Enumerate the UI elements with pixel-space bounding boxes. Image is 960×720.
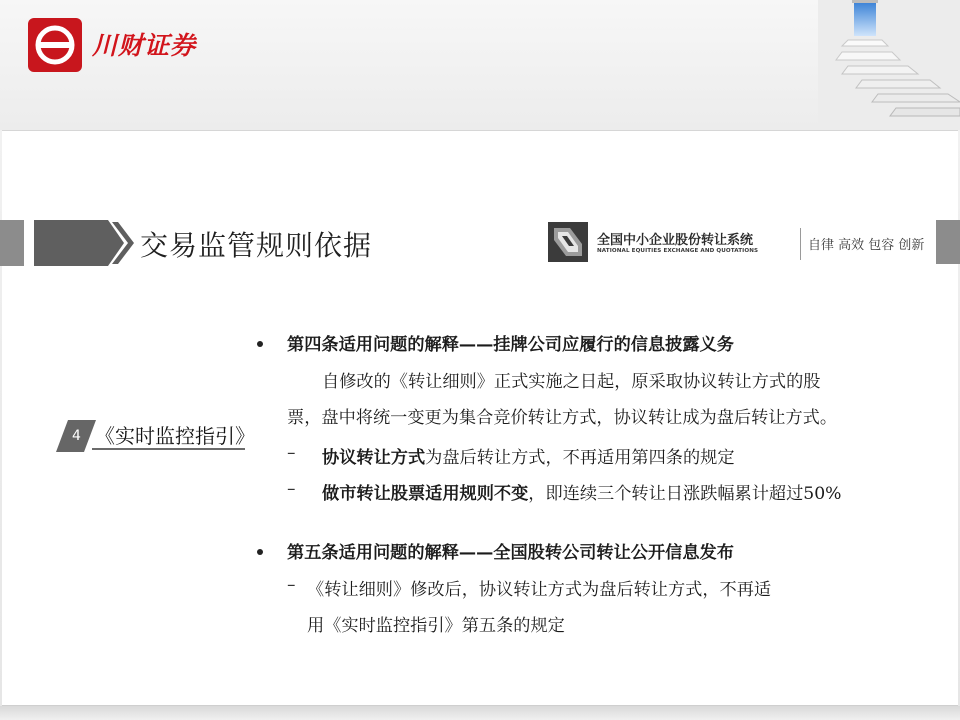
brand-name: 川财证券 [92, 31, 197, 60]
page-title: 交易监管规则依据 [140, 229, 373, 262]
org-divider [800, 228, 801, 260]
brand-logo-icon [33, 23, 77, 67]
footer-band [0, 706, 960, 720]
bullet-dot [257, 341, 263, 347]
bullet1-sub1-rest: 为盘后转让方式，不再适用第四条的规定 [425, 448, 735, 468]
stairs-illustration [818, 0, 960, 125]
org-name-en: NATIONAL EQUITIES EXCHANGE AND QUOTATIONS [597, 248, 759, 254]
org-slogan: 自律 高效 包容 创新 [808, 238, 925, 253]
header-band [0, 0, 960, 130]
bullet2-heading: 第五条适用问题的解释——全国股转公司转让公开信息发布 [287, 543, 734, 563]
dash-marker: – [287, 479, 296, 499]
org-name-cn: 全国中小企业股份转让系统 [597, 233, 754, 248]
bullet1-sub2 [322, 479, 841, 504]
bullet1-sub2-bold: 做市转让股票适用规则不变 [322, 484, 529, 504]
bullet1-sub2-rest: ，即连续三个转让日涨跌幅累计超过50% [528, 484, 842, 504]
bullet2-sub-line2: 用《实时监控指引》第五条的规定 [307, 616, 565, 636]
bullet1-sub1-bold: 协议转让方式 [322, 448, 426, 468]
title-bar-right-cap [936, 220, 960, 264]
bullet1-paragraph-line2: 票，盘中将统一变更为集合竞价转让方式，协议转让成为盘后转让方式。 [287, 408, 838, 428]
side-tag-underline [92, 448, 245, 450]
side-tag-label: 《实时监控指引》 [95, 424, 255, 448]
side-tag-number: 4 [72, 428, 81, 444]
dash-marker: – [287, 575, 296, 595]
neeq-logo-icon [548, 222, 588, 262]
brand-logo [28, 18, 82, 72]
dash-marker: – [287, 443, 296, 463]
bullet-dot [257, 549, 263, 555]
bullet1-sub1 [322, 443, 735, 468]
bullet2-sub-line1: 《转让细则》修改后，协议转让方式为盘后转让方式，不再适 [307, 580, 772, 600]
bullet1-paragraph-line1: 自修改的《转让细则》正式实施之日起，原采取协议转让方式的股 [322, 372, 821, 392]
bullet1-heading: 第四条适用问题的解释——挂牌公司应履行的信息披露义务 [287, 335, 734, 355]
